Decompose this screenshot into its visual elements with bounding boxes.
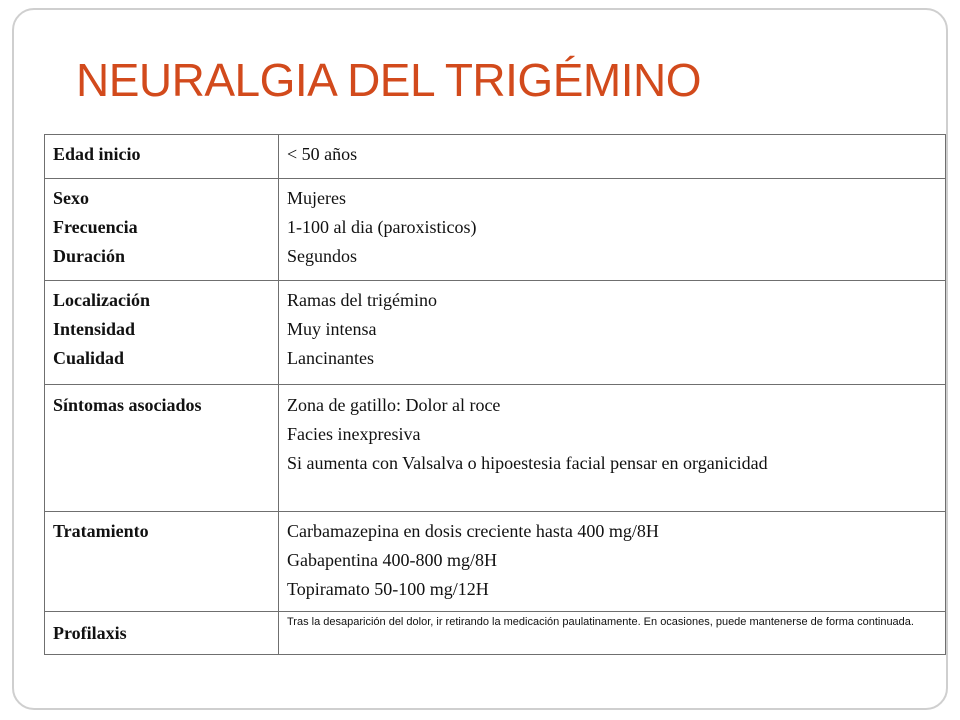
row-value: Si aumenta con Valsalva o hipoestesia facial pensar en organicidad: [287, 453, 768, 473]
row-label: Tratamiento: [53, 521, 149, 541]
row-value-cell: [279, 385, 946, 512]
row-value: Carbamazepina en dosis creciente hasta 400 mg/8H: [287, 521, 659, 541]
row-label-cell: [45, 281, 279, 385]
row-value: Lancinantes: [287, 348, 374, 368]
row-value: Mujeres: [287, 188, 346, 208]
row-label-cell: [45, 385, 279, 512]
slide-title: NEURALGIA DEL TRIGÉMINO: [76, 54, 701, 106]
row-value: Muy intensa: [287, 319, 377, 339]
row-value: Topiramato 50-100 mg/12H: [287, 579, 489, 599]
row-label-cell: [45, 179, 279, 281]
table-row-localizacion-intensidad-cualidad: [45, 281, 946, 385]
row-value: 1-100 al dia (paroxisticos): [287, 217, 477, 237]
row-label: Frecuencia: [53, 217, 138, 237]
row-value-cell: [279, 179, 946, 281]
row-value: Ramas del trigémino: [287, 290, 437, 310]
row-value: Tras la desaparición del dolor, ir retirando la medicación paulatinamente. En ocasiones, puede mantenerse de forma continuada.: [287, 616, 914, 628]
row-value-cell: [279, 135, 946, 179]
row-value: Gabapentina 400-800 mg/8H: [287, 550, 497, 570]
table-row-sexo-frecuencia-duracion: [45, 179, 946, 281]
row-label: Localización: [53, 290, 150, 310]
row-value-cell: [279, 512, 946, 612]
row-value: < 50 años: [287, 144, 358, 164]
row-label: Profilaxis: [53, 622, 127, 643]
row-label-cell: [45, 612, 279, 655]
row-value: Segundos: [287, 246, 358, 266]
row-label-cell: [45, 135, 279, 179]
info-table: [44, 134, 946, 655]
row-label: Síntomas asociados: [53, 395, 202, 415]
row-label: Edad inicio: [53, 144, 141, 164]
row-value: Zona de gatillo: Dolor al roce: [287, 395, 501, 415]
row-label: Cualidad: [53, 348, 125, 368]
row-label-cell: [45, 512, 279, 612]
row-label: Duración: [53, 246, 125, 266]
row-value-cell: [279, 612, 946, 655]
row-value-cell: [279, 281, 946, 385]
row-value: Facies inexpresiva: [287, 424, 421, 444]
table-row-tratamiento: [45, 512, 946, 612]
table-row-sintomas-asociados: [45, 385, 946, 512]
row-label: Intensidad: [53, 319, 136, 339]
table-row-edad-inicio: [45, 135, 946, 179]
row-label: Sexo: [53, 188, 89, 208]
table-row-profilaxis: [45, 612, 946, 655]
